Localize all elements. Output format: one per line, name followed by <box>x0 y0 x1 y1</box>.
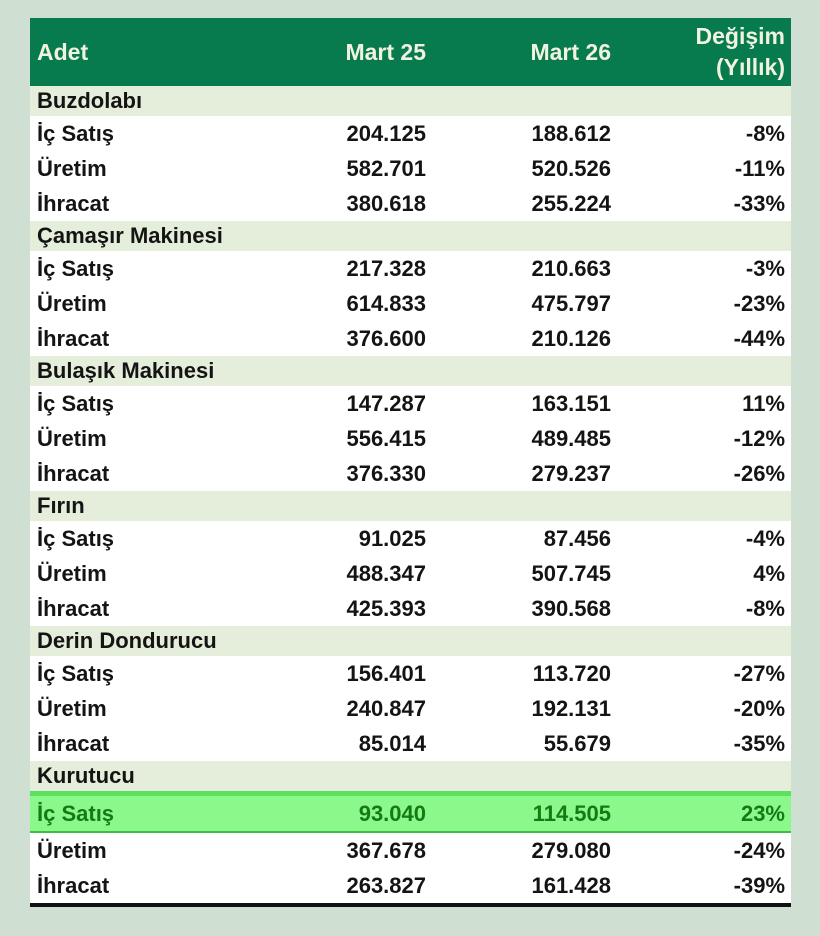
table-row <box>30 656 791 691</box>
value-mart-25: 376.330 <box>260 456 430 491</box>
section-header-bulasik-makinesi <box>30 356 791 386</box>
table-row <box>30 251 791 286</box>
table-header-row <box>30 18 791 86</box>
header-mart-25: Mart 25 <box>260 18 430 86</box>
row-label: Üretim <box>30 151 260 186</box>
section-header-buzdolabi <box>30 86 791 116</box>
table-row <box>30 386 791 421</box>
value-mart-25: 240.847 <box>260 691 430 726</box>
value-mart-26: 87.456 <box>430 521 615 556</box>
value-mart-26: 520.526 <box>430 151 615 186</box>
value-mart-26: 163.151 <box>430 386 615 421</box>
value-mart-25: 156.401 <box>260 656 430 691</box>
row-label: İç Satış <box>30 521 260 556</box>
table-row <box>30 832 791 868</box>
value-change: -3% <box>615 251 791 286</box>
value-mart-25: 425.393 <box>260 591 430 626</box>
value-change: -8% <box>615 591 791 626</box>
value-change: -33% <box>615 186 791 221</box>
table-row <box>30 868 791 905</box>
table-row <box>30 186 791 221</box>
value-change: -11% <box>615 151 791 186</box>
value-change: 11% <box>615 386 791 421</box>
value-mart-26: 507.745 <box>430 556 615 591</box>
value-mart-26: 188.612 <box>430 116 615 151</box>
section-title: Derin Dondurucu <box>30 626 791 656</box>
value-mart-25: 85.014 <box>260 726 430 761</box>
value-change: -23% <box>615 286 791 321</box>
value-mart-25: 556.415 <box>260 421 430 456</box>
row-label: Üretim <box>30 556 260 591</box>
table-row <box>30 726 791 761</box>
row-label: İç Satış <box>30 386 260 421</box>
section-header-kurutucu <box>30 761 791 794</box>
appliance-data-table <box>30 18 791 907</box>
section-title: Bulaşık Makinesi <box>30 356 791 386</box>
value-mart-26: 279.080 <box>430 832 615 868</box>
table-row <box>30 286 791 321</box>
row-label: İhracat <box>30 456 260 491</box>
table-row <box>30 591 791 626</box>
header-change <box>615 18 791 86</box>
value-mart-25: 263.827 <box>260 868 430 905</box>
value-mart-26: 161.428 <box>430 868 615 905</box>
value-mart-25: 582.701 <box>260 151 430 186</box>
table-row <box>30 421 791 456</box>
table-row <box>30 456 791 491</box>
row-label: Üretim <box>30 832 260 868</box>
appliance-report-table-container <box>30 18 791 907</box>
row-label: İhracat <box>30 321 260 356</box>
value-change: -26% <box>615 456 791 491</box>
value-mart-26: 475.797 <box>430 286 615 321</box>
value-mart-26: 113.720 <box>430 656 615 691</box>
header-change-line1: Değişim <box>695 23 785 49</box>
value-mart-25: 488.347 <box>260 556 430 591</box>
table-row <box>30 116 791 151</box>
value-mart-26: 390.568 <box>430 591 615 626</box>
header-unit: Adet <box>30 18 260 86</box>
value-mart-25: 614.833 <box>260 286 430 321</box>
row-label: Üretim <box>30 421 260 456</box>
table-row <box>30 321 791 356</box>
row-label: İhracat <box>30 868 260 905</box>
row-label: İhracat <box>30 591 260 626</box>
value-change: -20% <box>615 691 791 726</box>
value-mart-25: 204.125 <box>260 116 430 151</box>
value-mart-26: 192.131 <box>430 691 615 726</box>
value-change: -24% <box>615 832 791 868</box>
value-change: 4% <box>615 556 791 591</box>
section-title: Çamaşır Makinesi <box>30 221 791 251</box>
value-mart-25: 93.040 <box>260 794 430 833</box>
value-mart-26: 255.224 <box>430 186 615 221</box>
value-change: -44% <box>615 321 791 356</box>
row-label: İç Satış <box>30 116 260 151</box>
value-mart-26: 210.126 <box>430 321 615 356</box>
value-mart-25: 376.600 <box>260 321 430 356</box>
value-mart-26: 114.505 <box>430 794 615 833</box>
row-label: İç Satış <box>30 251 260 286</box>
section-title: Buzdolabı <box>30 86 791 116</box>
section-header-firin <box>30 491 791 521</box>
value-mart-25: 380.618 <box>260 186 430 221</box>
value-mart-26: 210.663 <box>430 251 615 286</box>
table-row <box>30 556 791 591</box>
value-mart-26: 55.679 <box>430 726 615 761</box>
section-title: Fırın <box>30 491 791 521</box>
header-mart-26: Mart 26 <box>430 18 615 86</box>
section-title: Kurutucu <box>30 761 791 794</box>
value-mart-25: 217.328 <box>260 251 430 286</box>
value-mart-25: 147.287 <box>260 386 430 421</box>
header-change-line2: (Yıllık) <box>715 54 785 80</box>
row-label: İhracat <box>30 186 260 221</box>
value-change: -39% <box>615 868 791 905</box>
row-label: Üretim <box>30 691 260 726</box>
row-label: İç Satış <box>30 656 260 691</box>
row-label: İhracat <box>30 726 260 761</box>
section-header-camasir-makinesi <box>30 221 791 251</box>
section-header-derin-dondurucu <box>30 626 791 656</box>
table-row-highlighted <box>30 794 791 833</box>
value-mart-26: 279.237 <box>430 456 615 491</box>
value-change: -12% <box>615 421 791 456</box>
table-row <box>30 691 791 726</box>
value-change: -35% <box>615 726 791 761</box>
value-mart-26: 489.485 <box>430 421 615 456</box>
table-row <box>30 151 791 186</box>
value-change: -4% <box>615 521 791 556</box>
table-row <box>30 521 791 556</box>
row-label: İç Satış <box>30 794 260 833</box>
value-change: -8% <box>615 116 791 151</box>
row-label: Üretim <box>30 286 260 321</box>
value-change: -27% <box>615 656 791 691</box>
value-change: 23% <box>615 794 791 833</box>
value-mart-25: 91.025 <box>260 521 430 556</box>
value-mart-25: 367.678 <box>260 832 430 868</box>
